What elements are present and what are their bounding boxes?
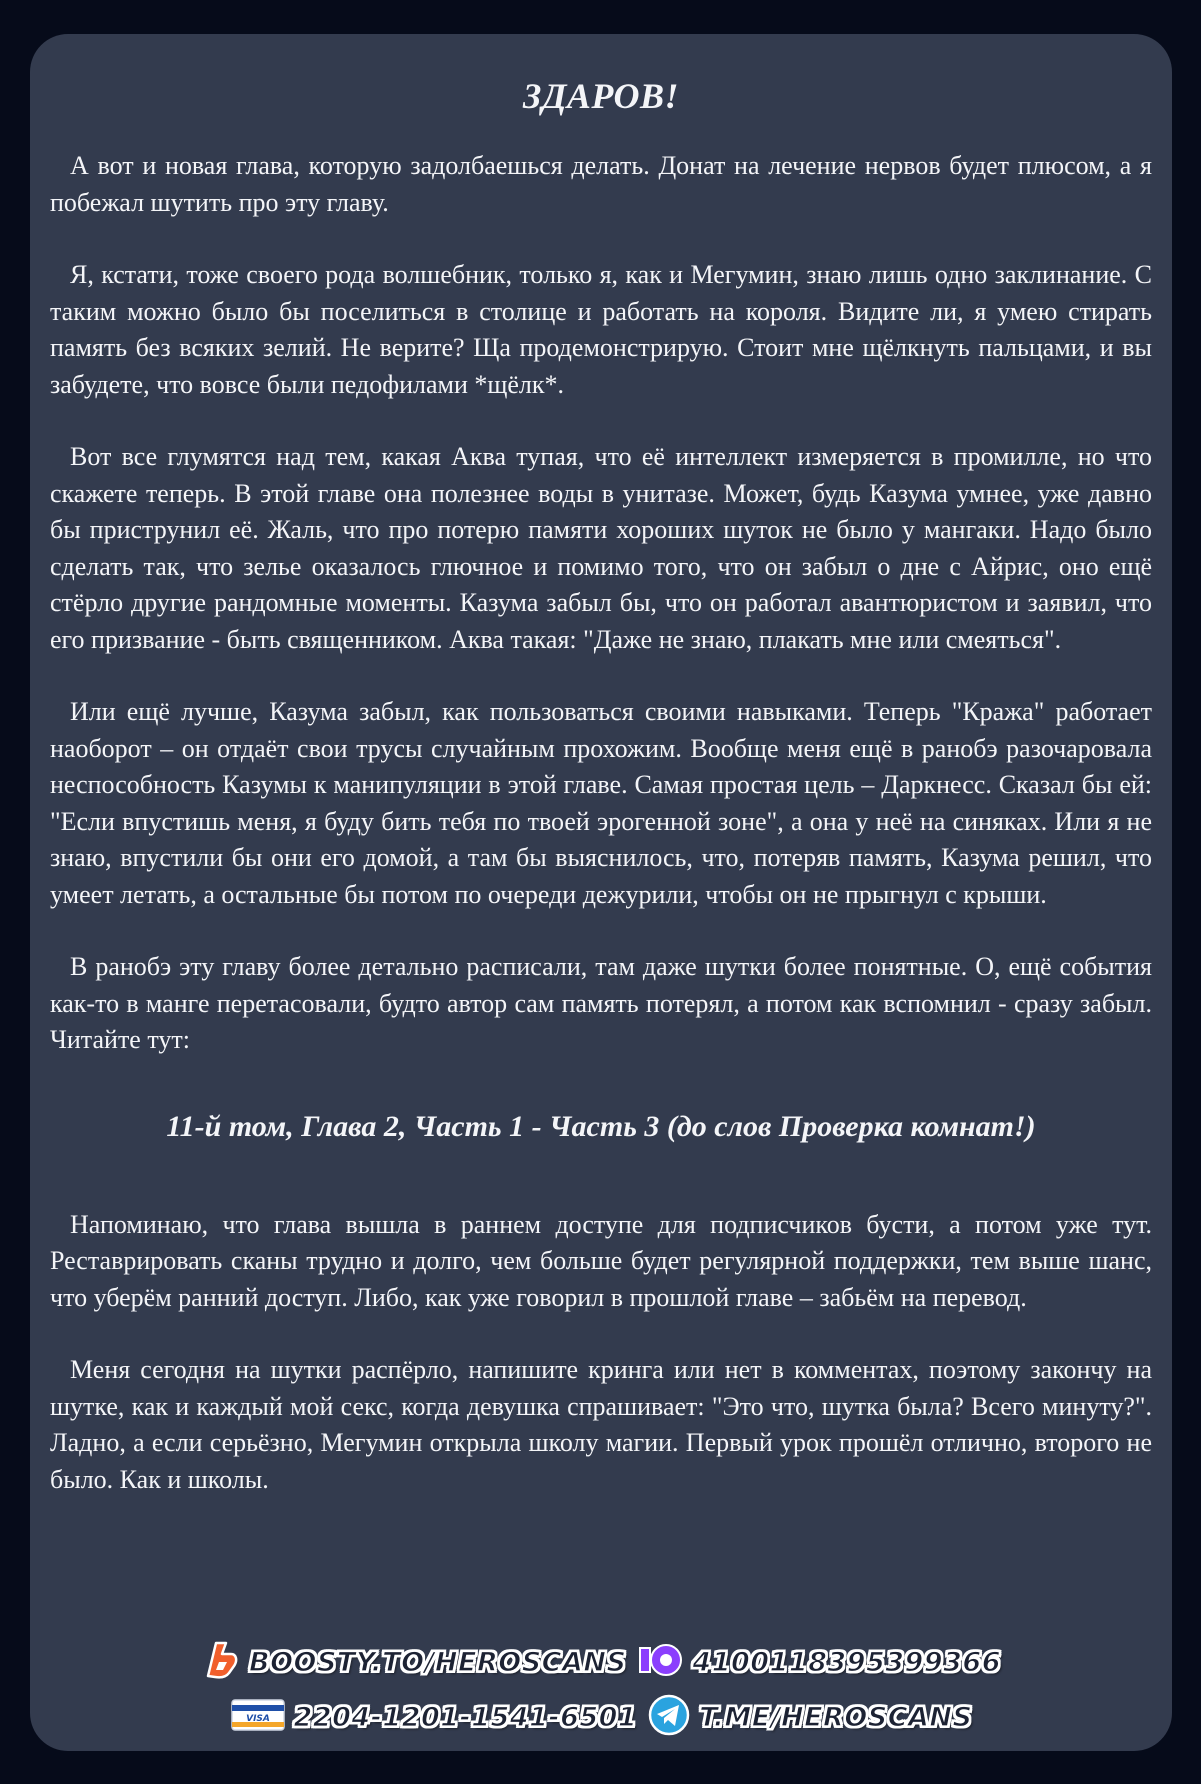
- yoomoney-wallet: 4100118395399366: [692, 1646, 1001, 1678]
- support-row: [201, 1640, 1001, 1685]
- paragraph: Вот все глумятся над тем, какая Аква тупая, что её интеллект измеряется в промилле, но что скажете теперь. В этой главе она полезнее воды в унитазе. Может, будь Казума умнее, уже давно бы приструнил её. Жаль, что про потерю памяти хороших шуток не было у мангаки. Надо было сделать так, что зелье оказалось глючное и помимо того, что он забыл о дне с Айрис, оно ещё стёрло другие рандомные моменты. Казума забыл бы, что он работал авантюристом и заявил, что его призвание - быть священником. Аква такая: "Даже не знаю, плакать мне или смеяться".: [50, 442, 1152, 654]
- boosty-link[interactable]: [201, 1640, 626, 1685]
- paragraph: А вот и новая глава, которую задолбаешься делать. Донат на лечение нервов будет плюсом, а я побежал шутить про эту главу.: [50, 151, 1152, 217]
- visa-card-icon: [230, 1695, 286, 1740]
- page-title: ЗДАРОВ!: [523, 76, 679, 116]
- paragraph: Напоминаю, что глава вышла в раннем доступе для подписчиков бусти, а потом уже тут. Реставрировать сканы трудно и долго, чем больше будет регулярной поддержки, тем выше шанс, что уберём ранний доступ. Либо, как уже говорил в прошлой главе – забьём на перевод.: [50, 1209, 1152, 1312]
- paragraph: Я, кстати, тоже своего рода волшебник, только я, как и Мегумин, знаю лишь одно заклинание. С таким можно было бы поселиться в столице и работать на короля. Видите ли, я умею стирать память без всяких зелий. Не верите? Ща продемонстрирую. Стоит мне щёлкнуть пальцами, и вы забудете, что вовсе были педофилами *щёлк*.: [50, 260, 1152, 399]
- telegram-url: T.ME/HEROSCANS: [699, 1701, 973, 1733]
- card-link[interactable]: [230, 1695, 638, 1740]
- paragraph: Или ещё лучше, Казума забыл, как пользоваться своими навыками. Теперь "Кража" работает наоборот – он отдаёт свои трусы случайным прохожим. Вообще меня ещё в ранобэ разочаровала неспособность Казумы к манипуляции в этой главе. Самая простая цель – Даркнесс. Сказал бы ей: "Если впустишь меня, я буду бить тебя по твоей эрогенной зоне", а она у неё на синяках. Или я не знаю, впустили бы они его домой, а там бы выяснилось, что, потеряв память, Казума решил, что умеет летать, а остальные бы потом по очереди дежурили, чтобы он не прыгнул с крыши.: [50, 697, 1152, 909]
- yoomoney-link[interactable]: [636, 1640, 1001, 1685]
- telegram-link[interactable]: [647, 1693, 972, 1742]
- svg-text:VISA: VISA: [245, 1714, 270, 1724]
- telegram-icon: [647, 1693, 691, 1742]
- boosty-icon: [201, 1640, 241, 1685]
- card-number: 2204-1201-1541-6501: [293, 1701, 638, 1733]
- reading-reference: 11-й том, Глава 2, Часть 1 - Часть 3 (до слов Проверка комнат!): [166, 1109, 1036, 1143]
- paragraph: В ранобэ эту главу более детально расписали, там даже шутки более понятные. О, ещё события как-то в манге перетасовали, будто автор сам память потерял, а потом как вспомнил - сразу забыл. Читайте тут:: [50, 952, 1152, 1054]
- support-row: [230, 1693, 973, 1742]
- support-links: [30, 1640, 1172, 1742]
- paragraph: Меня сегодня на шутки распёрло, напишите кринга или нет в комментах, поэтому закончу на шутке, как и каждый мой секс, когда девушка спрашивает: "Это что, шутка была? Всего минуту?". Ладно, а если серьёзно, Мегумин открыла школу магии. Первый урок прошёл отлично, второго не было. Как и школы.: [50, 1355, 1152, 1494]
- boosty-url: BOOSTY.TO/HEROSCANS: [249, 1646, 627, 1678]
- announcement-card: [30, 34, 1172, 1751]
- yoomoney-icon: [636, 1640, 684, 1685]
